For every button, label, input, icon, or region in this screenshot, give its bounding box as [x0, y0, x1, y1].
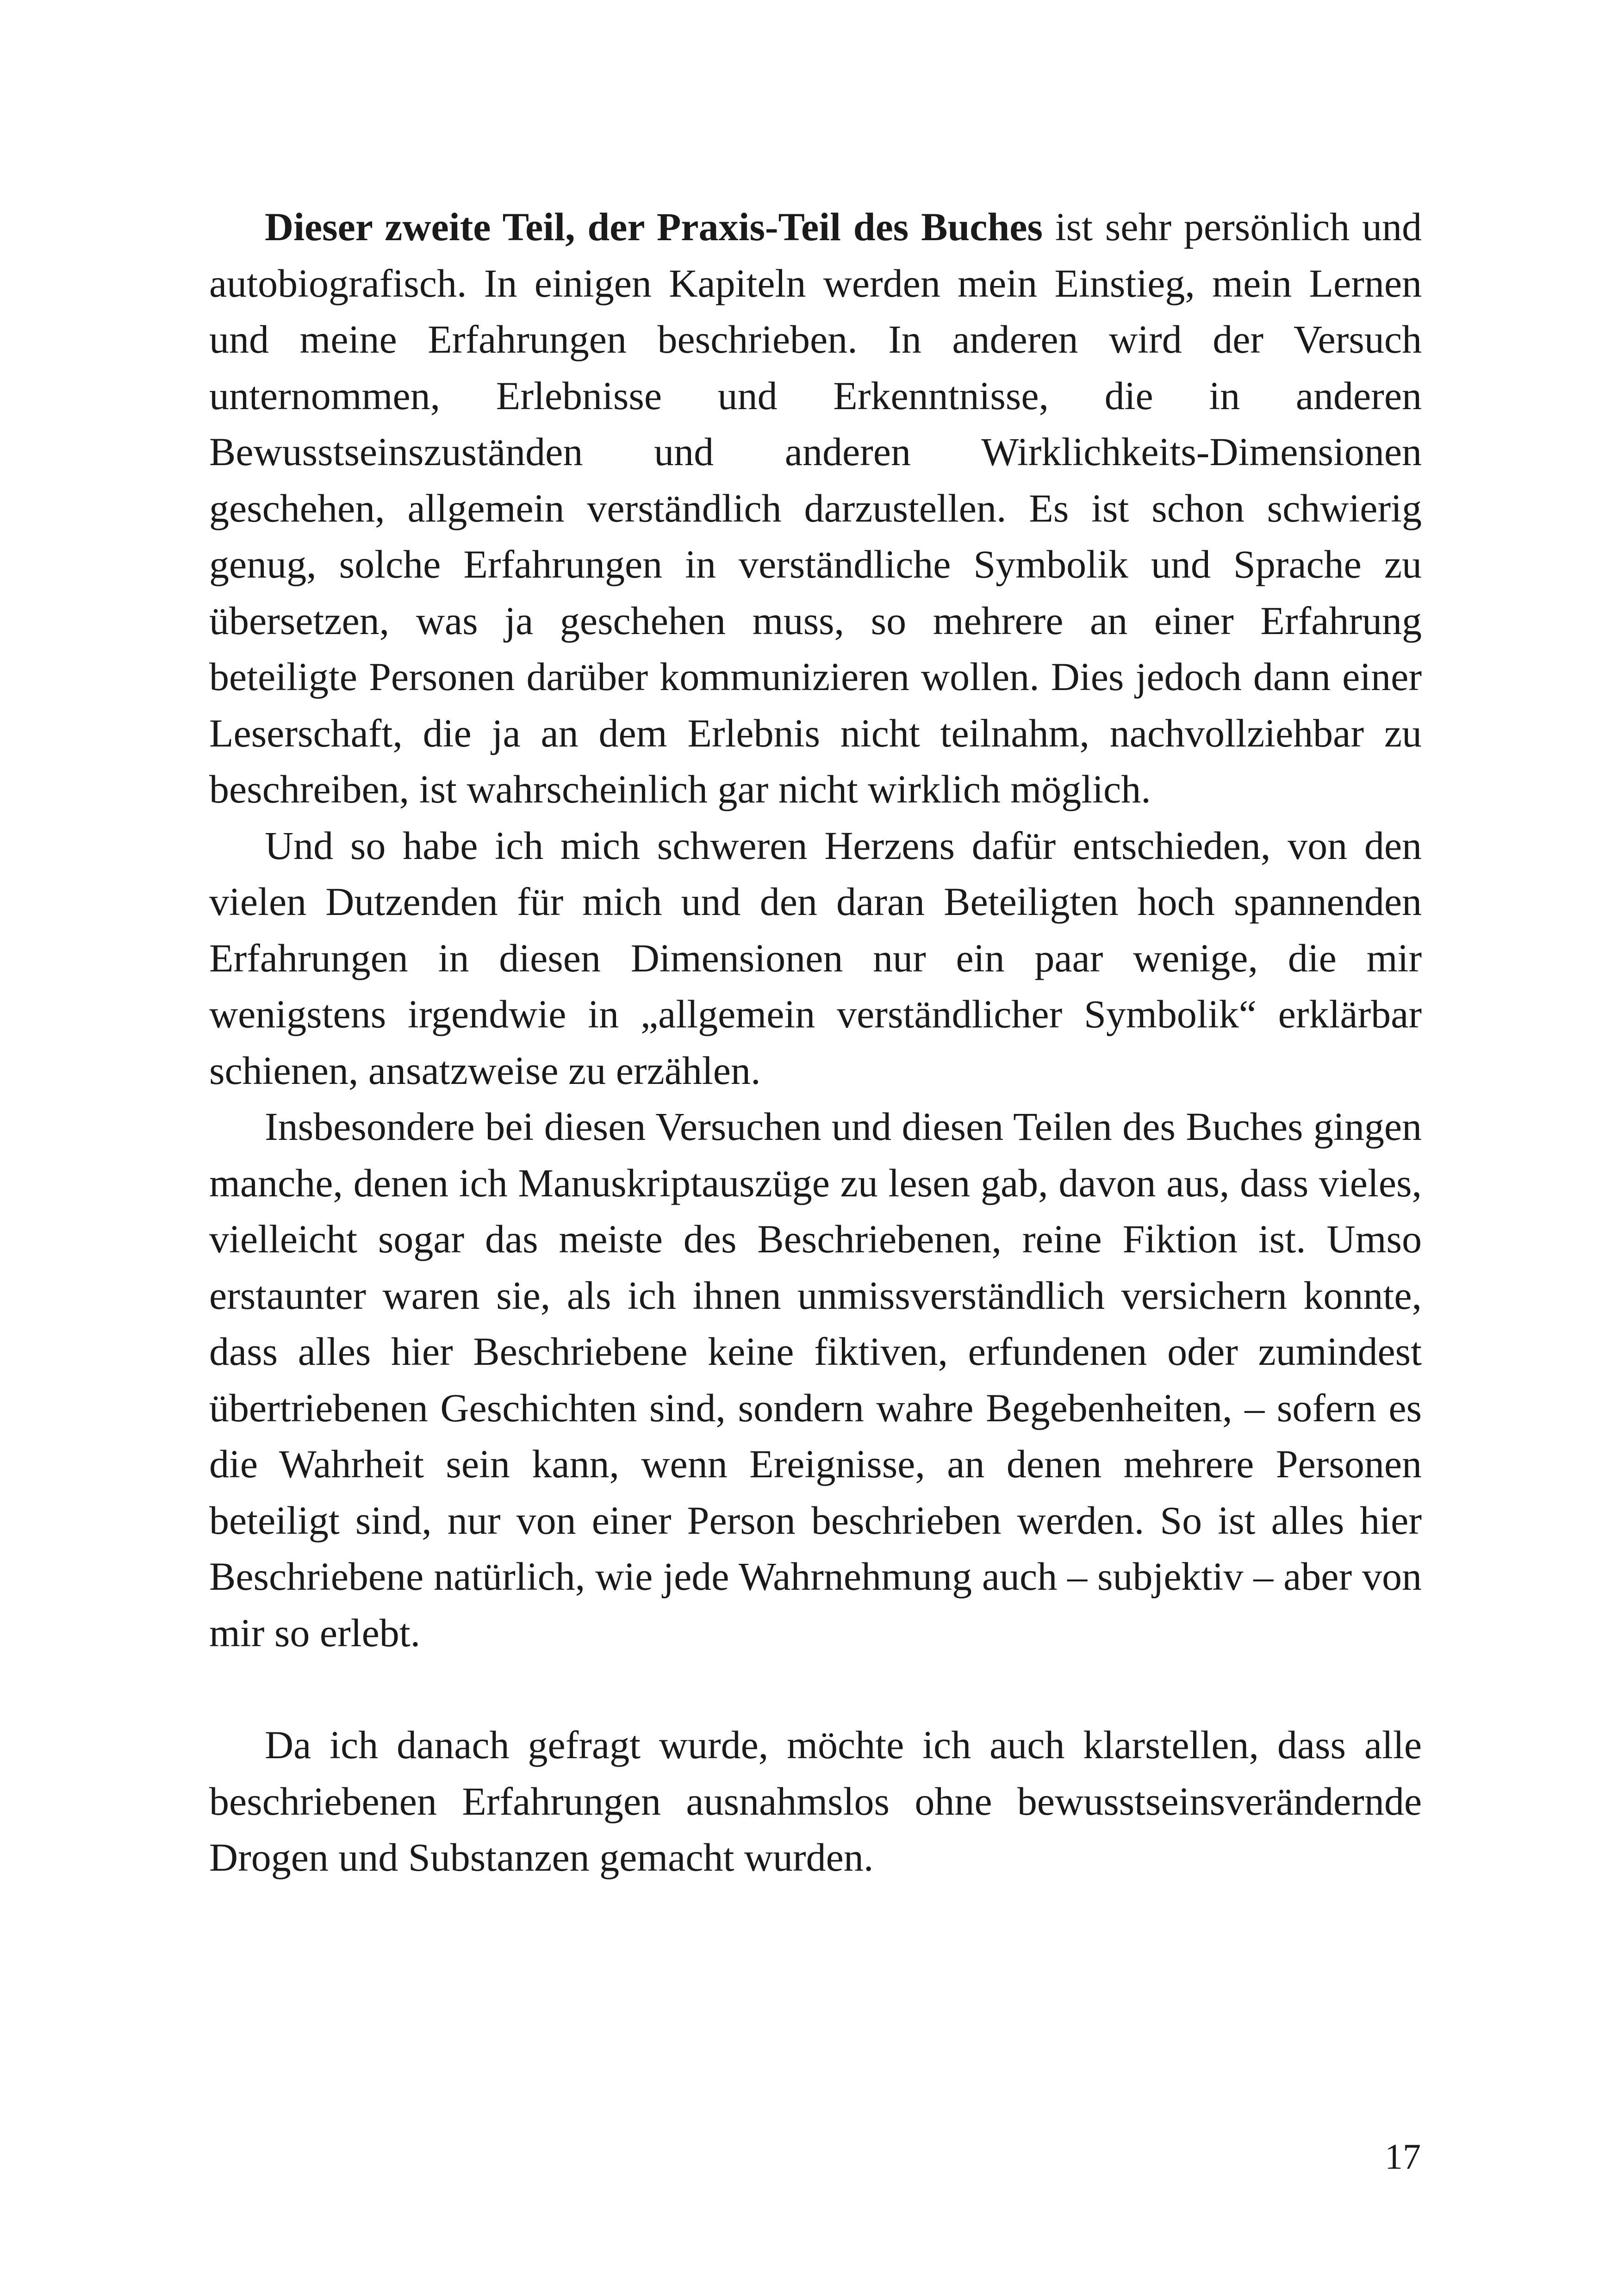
- paragraph-3: Insbesondere bei diesen Versuchen und diesen Teilen des Buches gingen manche, denen ich Manuskriptauszüge zu lesen gab, davon aus, dass vieles, vielleicht sogar das meiste des Beschriebenen, reine Fiktion ist. Umso erstaunter waren sie, als ich ihnen unmissverständlich versichern konnte, dass alles hier Beschriebene keine fiktiven, erfundenen oder zumindest übertriebenen Geschichten sind, sondern wahre Begebenheiten, – sofern es die Wahrheit sein kann, wenn Ereignisse, an denen mehrere Personen beteiligt sind, nur von einer Person beschrieben werden. So ist alles hier Beschriebene natürlich, wie jede Wahrnehmung auch – subjektiv – aber von mir so erlebt.: [209, 1104, 1422, 1655]
- paragraph-2: Und so habe ich mich schweren Herzens dafür entschieden, von den vielen Dutzenden für mich und den daran Beteiligten hoch spannenden Erfahrungen in diesen Dimensionen nur ein paar wenige, die mir wenigstens irgendwie in „allgemein verständlicher Symbolik“ erklärbar schienen, ansatzweise zu erzählen.: [209, 823, 1422, 1093]
- page-body: [209, 199, 1422, 2189]
- paragraph-1-text: ist sehr persönlich und autobiografisch. In einigen Kapiteln werden mein Einstieg, mein Lernen und meine Erfahrungen beschrieben. In anderen wird der Versuch unternommen, Erlebnisse und Erkenntnisse, die in anderen Bewusstseinszuständen und anderen Wirklichkeits-Dimensionen geschehen, allgemein verständlich darzustellen. Es ist schon schwierig genug, solche Erfahrungen in verständliche Symbolik und Sprache zu übersetzen, was ja geschehen muss, so mehrere an einer Erfahrung beteiligte Personen darüber kommunizieren wollen. Dies jedoch dann einer Leserschaft, die ja an dem Erlebnis nicht teilnahm, nachvollziehbar zu beschreiben, ist wahrscheinlich gar nicht wirklich möglich.: [209, 205, 1422, 811]
- paragraph-4: Da ich danach gefragt wurde, möchte ich auch klarstellen, dass alle beschriebenen Erfahrungen ausnahmslos ohne bewusstseinsverändernde Drogen und Substanzen gemacht wurden.: [209, 1723, 1422, 1879]
- page-number: 17: [1385, 2136, 1421, 2177]
- paragraph-1-bold-lead: Dieser zweite Teil, der Praxis-Teil des Buches: [265, 205, 1043, 249]
- paragraph-1: [209, 199, 1422, 818]
